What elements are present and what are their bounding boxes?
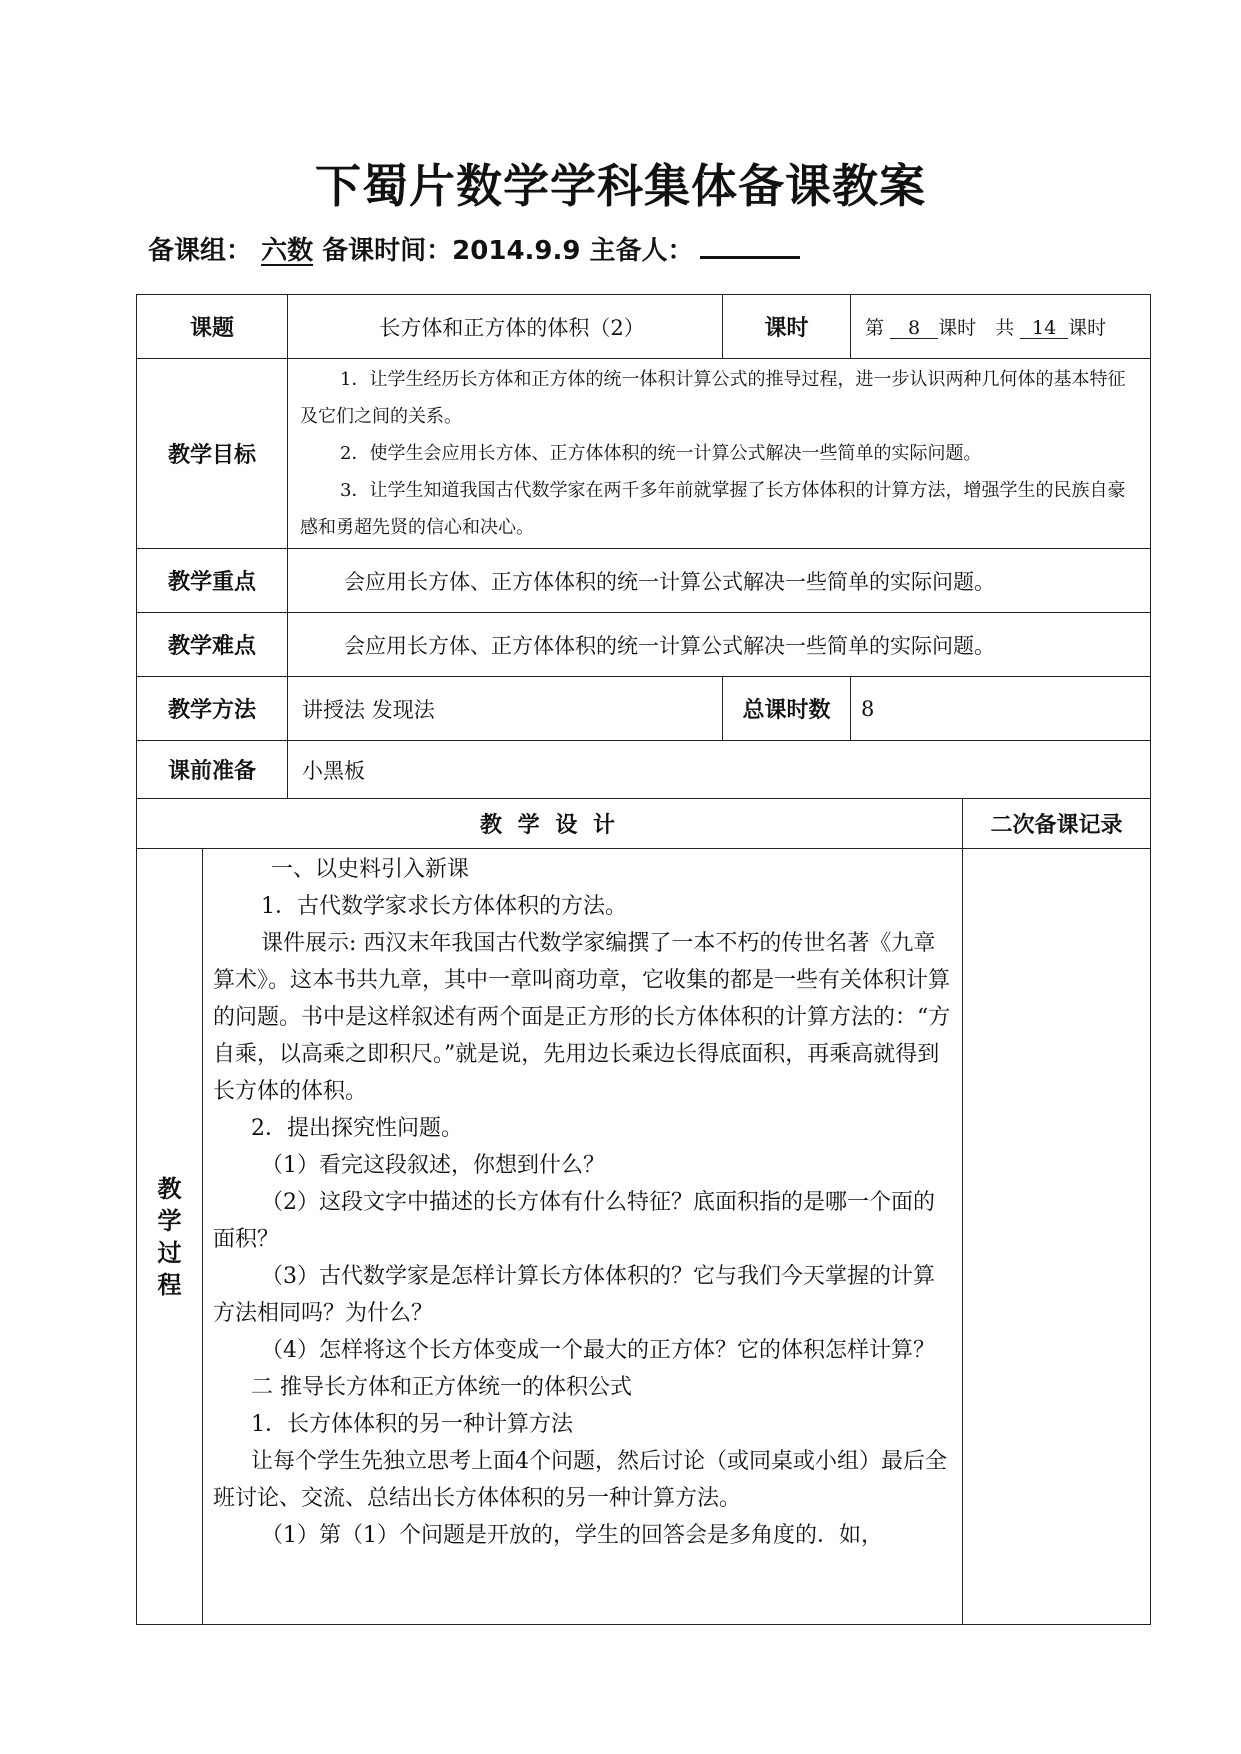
row-method [137,677,1151,741]
period-prefix: 第 [865,317,885,339]
prep-value: 小黑板 [288,741,1151,799]
process-paragraph: （3）古代数学家是怎样计算长方体体积的？它与我们今天掌握的计算方法相同吗？为什么？ [213,1264,935,1326]
method-value: 讲授法 发现法 [288,677,723,741]
owner-label: 主备人： [589,236,694,266]
process-paragraph: 课件展示: 西汉末年我国古代数学家编撰了一本不朽的传世名著《九章算术》。这本书共九章，其中一章叫商功章，它收集的都是一些有关体积计算的问题。书中是这样叙述有两个面是正方形的长方体体积的计算方法的：“方自乘，以高乘之即积尺。”就是说，先用边长乘边长得底面积，再乘高就得到长方体的体积。 [213,931,951,1104]
process-paragraph: 二 推导长方体和正方体统一的体积公式 [251,1375,632,1400]
difficult-label: 教学难点 [137,613,288,677]
row-goals [137,359,1151,549]
difficult-value: 会应用长方体、正方体体积的统一计算公式解决一些简单的实际问题。 [288,613,1151,677]
process-paragraph: 1．古代数学家求长方体体积的方法。 [261,894,627,919]
topic-label: 课题 [137,295,288,359]
period-value [851,295,1151,359]
group-value: 六数 [261,236,314,266]
key-value: 会应用长方体、正方体体积的统一计算公式解决一些简单的实际问题。 [288,549,1151,613]
time-value: 2014.9.9 [452,236,581,266]
page-title: 下蜀片数学学科集体备课教案 [315,159,926,213]
process-paragraph: 让每个学生先独立思考上面4个问题，然后讨论（或同桌或小组）最后全班讨论、交流、总结出长方体体积的另一种计算方法。 [213,1449,947,1511]
process-paragraph: 一、以史料引入新课 [271,857,470,882]
goal-item: 1．让学生经历长方体和正方体的统一体积计算公式的推导过程，进一步认识两种几何体的基本特征及它们之间的关系。 [300,369,1126,427]
topic-value: 长方体和正方体的体积（2） [288,295,723,359]
process-paragraph: （1）第（1）个问题是开放的，学生的回答会是多角度的．如， [261,1523,883,1548]
period-label: 课时 [723,295,851,359]
goals-label: 教学目标 [137,359,288,549]
row-design [137,799,1151,849]
process-label-char: 教 [157,1174,182,1203]
record-label: 二次备课记录 [963,799,1151,849]
goal-item: 2．使学生会应用长方体、正方体体积的统一计算公式解决一些简单的实际问题。 [340,443,982,464]
process-paragraph: （2）这段文字中描述的长方体有什么特征？底面积指的是哪一个面的面积？ [213,1190,935,1252]
process-label-char: 学 [157,1206,182,1235]
header-line [148,230,800,267]
process-label [137,849,203,1625]
row-prep [137,741,1151,799]
time-label: 备课时间： [322,236,453,266]
process-label-char: 程 [157,1270,182,1299]
design-label: 教 学 设 计 [137,799,963,849]
row-difficult [137,613,1151,677]
row-process [137,849,1151,1625]
process-label-char: 过 [157,1238,182,1267]
row-key [137,549,1151,613]
goal-item: 3．让学生知道我国古代数学家在两千多年前就掌握了长方体体积的计算方法，增强学生的民族自豪感和勇超先贤的信心和决心。 [300,480,1126,538]
goals-content [288,359,1151,549]
record-cell [963,849,1151,1625]
process-content [203,849,963,1625]
total-value: 8 [851,677,1151,741]
owner-blank [700,238,800,259]
row-topic [137,295,1151,359]
period-suffix: 课时 [1068,317,1107,339]
method-label: 教学方法 [137,677,288,741]
period-total: 14 [1020,318,1068,339]
period-current: 8 [890,318,938,339]
process-paragraph: 1．长方体体积的另一种计算方法 [251,1412,573,1437]
group-label: 备课组： [148,236,253,266]
total-label: 总课时数 [723,677,851,741]
period-mid: 课时 共 [938,317,1015,339]
process-paragraph: （4）怎样将这个长方体变成一个最大的正方体？它的体积怎样计算？ [261,1338,935,1363]
prep-label: 课前准备 [137,741,288,799]
lesson-plan-table [136,294,1151,1625]
process-paragraph: （1）看完这段叙述，你想到什么？ [261,1153,605,1178]
key-label: 教学重点 [137,549,288,613]
process-paragraph: 2．提出探究性问题。 [251,1116,463,1141]
